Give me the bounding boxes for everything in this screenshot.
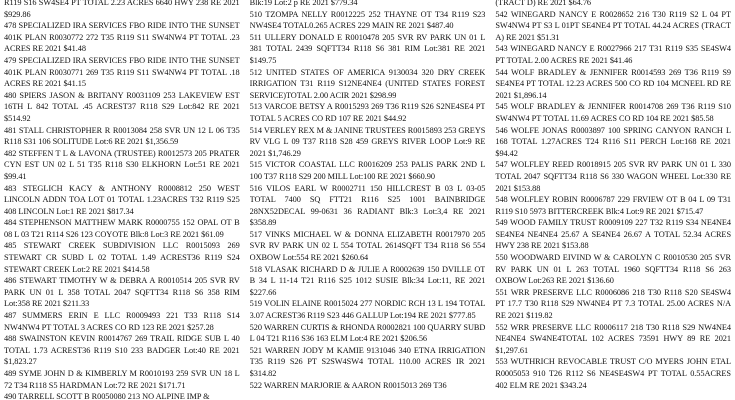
list-item: 479 SPECIALIZED IRA SERVICES FBO RIDE INTO THE SUNSET 401K PLAN R0030771 269 T35 R119 S11 SW4NW4 PT TOTAL .18 ACRES RE 2021 $41.15 xyxy=(4,55,240,89)
list-item: 542 WINEGARD NANCY E R0028652 216 T30 R119 S2 L 04 PT SW4NW4 PT S3 L 01PT SE4NE4 PT TOTAL 44.24 ACRES (TRACT A) RE 2021 $51.31 xyxy=(495,9,732,42)
list-item: 552 WRR PRESERVE LLC R0006117 218 T30 R118 S29 NW4NE4 NE4NE4 SW4NE4TOTAL 102 ACRES 73591 HWY 89 RE 2021 $1,297.61 xyxy=(495,322,732,355)
list-item: 546 WOLFE JONAS R0003897 100 SPRING CANYON RANCH L 168 TOTAL 1.27ACRES T24 R116 S11 PERCH Lot:168 RE 2021 $94.42 xyxy=(495,125,732,158)
list-item: 550 WOODWARD EIVIND W & CAROLYN C R0010530 205 SVR RV PARK UN 01 L 263 TOTAL 1960 SQFTT34 R118 S6 263 OXBOW Lot:263 RE 2021 $136.60 xyxy=(495,253,732,286)
list-item: 521 WARREN JODY M KAMIE 9131046 340 ETNA IRRIGATION T35 R119 S26 PT S2SW4SW4 TOTAL 110.00 ACRES IR 2021 $314.82 xyxy=(249,345,486,378)
column-2 xyxy=(250,0,486,400)
list-item: 483 STEGLICH KACY & ANTHONY R0008812 250 WEST LINCOLN ADDN TOA LOT 01 TOTAL 1.23ACRES T32 R119 S25 408 LINCOLN Lot:1 RE 2021 $817.34 xyxy=(4,183,240,216)
list-item: Blk:19 Lot:2 p RE 2021 $779.34 xyxy=(249,0,358,7)
list-item: 478 SPECIALIZED IRA SERVICES FBO RIDE INTO THE SUNSET 401K PLAN R0030772 272 T35 R119 S11 SW4NW4 PT TOTAL .23 ACRES RE 2021 $41.48 xyxy=(4,21,240,54)
list-item: 515 VICTOR COASTAL LLC R0016209 253 PALIS PARK 2ND L 100 T37 R118 S29 200 MILL Lot:100 RE 2021 $660.90 xyxy=(249,160,486,181)
list-item: 484 STEPHENSON MATTHEW MARK R0000755 152 OPAL OT B 08 L 03 T21 R114 S26 123 COYOTE Blk:8 Lot:3 RE 2021 $61.09 xyxy=(4,218,240,239)
list-item: 486 STEWART TIMOTHY W & DEBRA A R0010514 205 SVR RV PARK UN 01 L 358 TOTAL 2047 SQFTT34 R118 S6 358 RIM Lot:358 RE 2021 $211.33 xyxy=(4,276,240,309)
list-item: 481 STALL CHRISTOPHER R R0013084 258 SVR UN 12 L 06 T35 R118 S31 106 SOLITUDE Lot:6 RE 2021 $1,356.59 xyxy=(4,125,240,147)
list-item: 519 VOLIN ELAINE R0015024 277 NORDIC RCH 13 L 194 TOTAL 3.07 ACREST36 R119 S23 446 GALLUP Lot:194 RE 2021 $777.85 xyxy=(249,299,486,321)
list-item: 522 WARREN MARJORIE & AARON R0015013 269 T36 xyxy=(249,380,447,390)
list-item: 518 VLASAK RICHARD D & JULIE A R0002639 150 DVILLE OT B 34 L 11-14 T21 R116 S25 1012 SUSIE Blk:34 Lot:11, RE 2021 $227.66 xyxy=(249,264,486,297)
list-item: 547 WOLFLEY REED R0018915 205 SVR RV PARK UN 01 L 330 TOTAL 2047 SQFTT34 R118 S6 330 WAGON WHEEL Lot:330 RE 2021 $153.88 xyxy=(495,160,732,193)
list-item: 482 STEFFEN T L & LAVONA (TRUSTEE) R0012573 205 PRATER CYN EST UN 02 L 51 T35 R118 S30 ELKHORN Lot:51 RE 2021 $99.41 xyxy=(4,148,240,181)
list-item: 487 SUMMERS ERIN E LLC R0009493 221 T33 R118 S14 NW4NW4 PT TOTAL 3 ACRES CO RD 123 RE 2021 $257.28 xyxy=(4,311,240,332)
list-item: 485 STEWART CREEK SUBDIVISION LLC R0015093 269 STEWART CR SUBD L 02 TOTAL 1.49 ACREST36 R119 S24 STEWART CREEK Lot:2 RE 2021 $414.58 xyxy=(4,241,240,274)
list-item: 480 SPIERS JASON & BRITANY R0031109 253 LAKEVIEW EST 16TH L 842 TOTAL .45 ACREST37 R118 S29 Lot:842 RE 2021 $514.92 xyxy=(4,90,240,123)
list-item: 543 WINEGARD NANCY E R0027966 217 T31 R119 S35 SE4SW4 PT TOTAL 2.00 ACRES RE 2021 $41.46 xyxy=(495,44,732,65)
list-item: 553 WUTHRICH REVOCABLE TRUST C/O MYERS JOHN ETAL R0005053 910 T26 R112 S6 NE4SE4SW4 PT TOTAL 0.55ACRES 402 ELM RE 2021 $343.24 xyxy=(495,357,732,390)
list-item: 544 WOLF BRADLEY & JENNIFER R0014593 269 T36 R119 S9 SE4NE4 PT TOTAL 12.23 ACRES 500 CO RD 104 MCNEEL RD RE 2021 $1,896.14 xyxy=(495,67,732,100)
column-3 xyxy=(495,0,731,400)
list-item: 488 SWAINSTON KEVIN R0014767 269 TRAIL RIDGE SUB L 40 TOTAL 1.73 ACREST36 R119 S10 233 BADGER Lot:40 RE 2021 $1,823.27 xyxy=(4,334,240,367)
list-item: 514 VERLEY REX M & JANINE TRUSTEES R0015893 253 GREYS RV VLG L 09 T37 R118 S28 459 GREYS RIVER LOOP Lot:9 RE 2021 $1,746.29 xyxy=(249,125,486,158)
list-item: 490 TARRELL SCOTT B R0050080 213 NO ALPINE IMP & xyxy=(4,392,210,400)
list-item: 511 ULLERY DONALD E R0010478 205 SVR RV PARK UN 01 L 381 TOTAL 2439 SQFTT34 R118 S6 381 RIM Lot:381 RE 2021 $149.75 xyxy=(249,32,486,65)
list-item: 513 VARCOE BETSY A R0015293 269 T36 R119 S26 S2NE4SE4 PT TOTAL 5 ACRES CO RD 107 RE 2021 $44.92 xyxy=(249,102,486,123)
list-item: 551 WRR PRESERVE LLC R0006086 218 T30 R118 S20 SE4SW4 PT 17.7 T30 R118 S29 NW4NE4 PT 7.3 TOTAL 25.00 ACRES N/A RE 2021 $119.82 xyxy=(495,287,732,321)
list-item: R119 S16 SW4SE4 PT TOTAL 2.23 ACRES 6640 HWY 238 RE 2021 $929.86 xyxy=(4,0,240,19)
list-item: 517 VINKS MICHAEL W & DONNA ELIZABETH R0017970 205 SVR RV PARK UN 02 L 554 TOTAL 2614SQFT T34 R118 S6 554 OXBOW Lot:554 RE 2021 $260.64 xyxy=(249,229,486,263)
list-item: 516 VILOS EARL W R0002711 150 HILLCREST B 03 L 03-05 TOTAL 7400 SQ FTT21 R116 S25 1001 BAINBRIDGE 28NX52DECAL 99-0631 36 RADIANT Blk:3 Lot:3,4 RE 2021 $358.89 xyxy=(249,183,486,228)
list-item: 510 TZOMPA NELLY R0012225 252 THAYNE OT T34 R119 S23 NW4SE4 TOTAL0.265 ACRES 229 MAIN RE 2021 $487.40 xyxy=(249,9,486,31)
list-item: 520 WARREN CURTIS & RHONDA R0002821 100 QUARRY SUBD L 04 T21 R116 S36 163 ELM Lot:4 RE 2021 $206.56 xyxy=(249,322,486,344)
list-item: (TRACT D) RE 2021 $64.76 xyxy=(495,0,592,7)
list-item: 545 WOLF BRADLEY & JENNIFER R0014708 269 T36 R119 S10 SW4NW4 PT TOTAL 11.69 ACRES CO RD 104 RE 2021 $85.58 xyxy=(495,102,732,123)
list-item: 549 WOOD FAMILY TRUST R0009109 227 T32 R119 S34 NE4NE4 SE4NE4 NE4NE4 25.67 A SE4NE4 26.67 A TOTAL 52.34 ACRES HWY 238 RE 2021 $153.88 xyxy=(495,218,732,251)
list-item: 489 SYME JOHN D & KIMBERLY M R0010193 259 SVR UN 18 L 72 T34 R118 S5 HARDMAN Lot:72 RE 2021 $171.71 xyxy=(4,369,240,390)
column-1 xyxy=(4,0,240,400)
list-item: 548 WOLFLEY ROBIN R0006787 229 FRVIEW OT B 04 L 09 T31 R119 S10 5973 BITTERCREEK Blk:4 Lot:9 RE 2021 $715.47 xyxy=(495,195,732,216)
list-item: 512 UNITED STATES OF AMERICA 9130034 320 DRY CREEK IRRIGATION T31 R119 S12NE4NE4 (UNITED STATES FOREST SERVICE)TOTAL 2.00 ACIR 2021 $298.99 xyxy=(249,67,486,100)
